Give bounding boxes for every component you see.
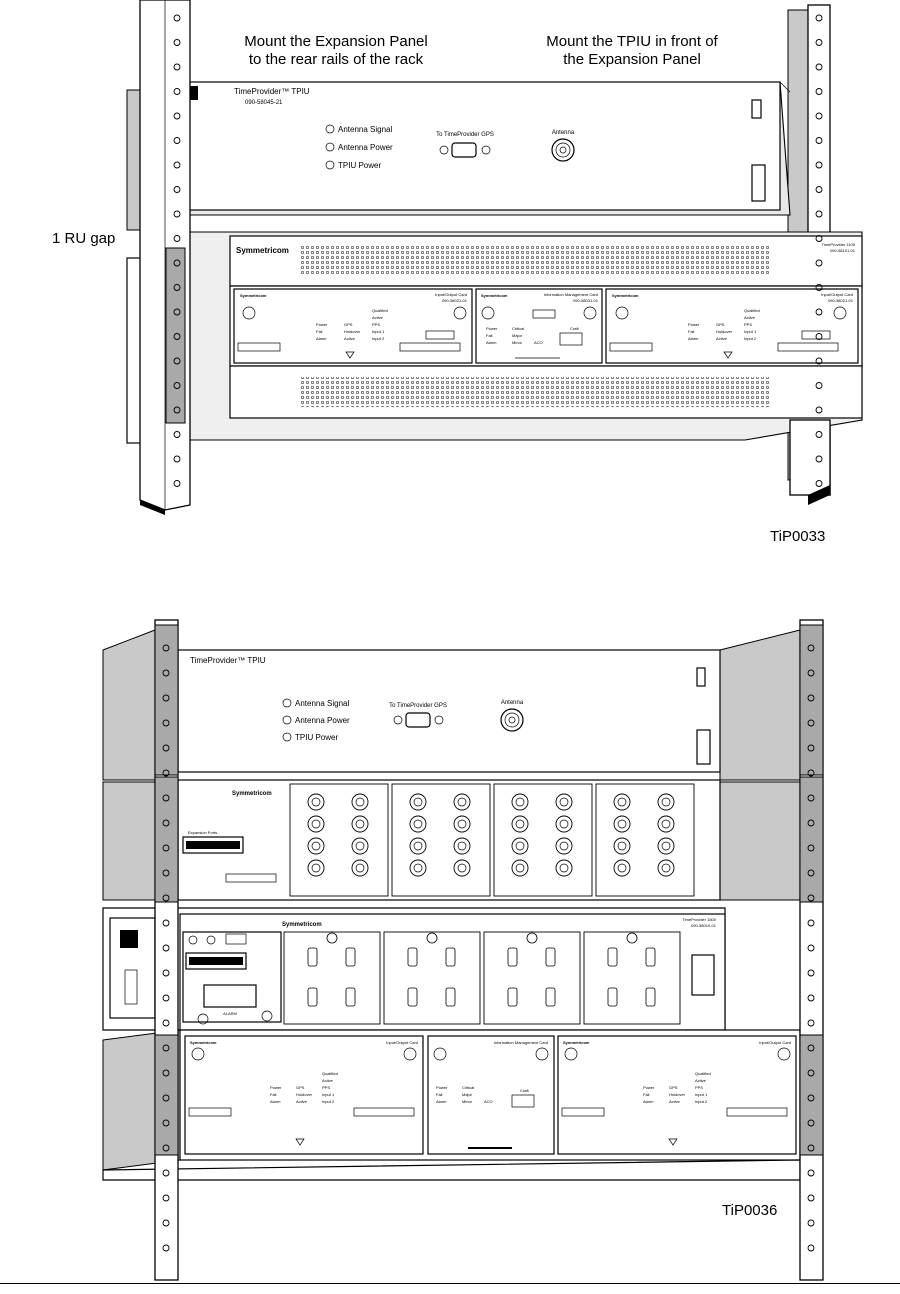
bottom-io-brand-right: Symmetricom [563, 1040, 590, 1045]
svg-text:Power: Power [486, 326, 498, 331]
figure-id-1: TiP0033 [770, 528, 826, 545]
io-card-part-right: 090-58021-01 [828, 298, 853, 303]
bnc-port [454, 838, 470, 854]
svg-text:Major: Major [462, 1092, 473, 1097]
svg-text:Minor: Minor [462, 1099, 473, 1104]
io-card-title-right: Input/Output Card [821, 292, 853, 297]
led-label-antenna-power-2: Antenna Power [295, 716, 350, 725]
svg-text:Input 2: Input 2 [372, 336, 385, 341]
dsub-port [646, 988, 655, 1006]
shelf-part: 090-58101-01 [830, 248, 855, 253]
dsub-port [508, 988, 517, 1006]
figure-id-2: TiP0036 [722, 1202, 778, 1219]
bottom-imc-title: Information Management Card [493, 1040, 548, 1045]
bnc-port [352, 794, 368, 810]
tpiu-title: TimeProvider™ TPIU [234, 87, 310, 96]
output-port-card [284, 932, 380, 1024]
svg-text:Active: Active [372, 315, 383, 320]
dsub-port [408, 988, 417, 1006]
imc-brand: Symmetricom [481, 293, 508, 298]
svg-text:Qualified: Qualified [322, 1071, 338, 1076]
svg-text:Power: Power [643, 1085, 655, 1090]
dsub-port [346, 948, 355, 966]
svg-text:Alarm: Alarm [270, 1099, 281, 1104]
bnc-port [308, 838, 324, 854]
shelf-title: TimeProvider 1100 [821, 242, 855, 247]
bnc-port [556, 860, 572, 876]
dsub-port [346, 988, 355, 1006]
svg-text:PPS: PPS [744, 322, 753, 327]
tp1500-title: TimeProvider 1500 [682, 917, 716, 922]
callout-left-line2: to the rear rails of the rack [248, 51, 424, 68]
svg-text:Fail: Fail [316, 329, 323, 334]
antenna-connector-2 [501, 709, 523, 731]
imc-title: Information Management Card [543, 292, 598, 297]
bnc-port [556, 838, 572, 854]
svg-text:Major: Major [512, 333, 523, 338]
svg-text:Active: Active [744, 315, 755, 320]
io-card-title-left: Input/Output Card [435, 292, 467, 297]
svg-text:Holdover: Holdover [296, 1092, 313, 1097]
callout-left-line1: Mount the Expansion Panel [244, 33, 428, 50]
svg-text:GPS: GPS [669, 1085, 678, 1090]
led-label-tpiu-power-2: TPIU Power [295, 733, 339, 742]
antenna-connector [552, 139, 574, 161]
svg-text:Active: Active [695, 1078, 706, 1083]
svg-text:Fail: Fail [688, 329, 695, 334]
bnc-port [512, 816, 528, 832]
svg-text:Input 1: Input 1 [372, 329, 385, 334]
svg-text:Alarm: Alarm [486, 340, 497, 345]
bnc-port [454, 816, 470, 832]
svg-text:Alarm: Alarm [643, 1099, 654, 1104]
dsub-port [308, 948, 317, 966]
bnc-port [454, 794, 470, 810]
svg-text:Input 2: Input 2 [695, 1099, 708, 1104]
led-label-antenna-power: Antenna Power [338, 143, 393, 152]
svg-text:Critical: Critical [512, 326, 525, 331]
tpiu-part: 090-58045-21 [245, 100, 283, 106]
bnc-port [454, 860, 470, 876]
svg-text:ACO: ACO [534, 340, 543, 345]
shelf-brand: Symmetricom [236, 246, 289, 255]
bnc-port [308, 794, 324, 810]
page-footer-rule [0, 1283, 900, 1284]
svg-text:Alarm: Alarm [436, 1099, 447, 1104]
bnc-port [614, 794, 630, 810]
expansion-port-card [392, 784, 490, 896]
tpiu-title-2: TimeProvider™ TPIU [190, 656, 266, 665]
bnc-port [512, 838, 528, 854]
svg-text:Alarm: Alarm [688, 336, 699, 341]
svg-text:Holdover: Holdover [716, 329, 733, 334]
svg-text:Fail: Fail [270, 1092, 277, 1097]
svg-text:Active: Active [322, 1078, 333, 1083]
gps-connector [452, 143, 476, 157]
gap-label: 1 RU gap [52, 230, 116, 247]
svg-text:PPS: PPS [695, 1085, 704, 1090]
bnc-port [410, 838, 426, 854]
led-label-antenna-signal-2: Antenna Signal [295, 699, 350, 708]
figure-tip0033 [0, 0, 900, 560]
callout-right-line1: Mount the TPIU in front of [546, 33, 718, 50]
dsub-port [408, 948, 417, 966]
bnc-port [352, 860, 368, 876]
bottom-io-brand-left: Symmetricom [190, 1040, 217, 1045]
svg-text:GPS: GPS [716, 322, 725, 327]
expansion-brand: Symmetricom [232, 791, 272, 797]
tpiu-unit-2 [178, 650, 720, 772]
bnc-port [658, 838, 674, 854]
bnc-port [658, 794, 674, 810]
bnc-port [658, 816, 674, 832]
output-port-card [484, 932, 580, 1024]
gps-label: To TimeProvider GPS [436, 132, 494, 138]
svg-text:Qualified: Qualified [744, 308, 760, 313]
svg-text:Active: Active [296, 1099, 307, 1104]
bnc-port [614, 860, 630, 876]
svg-text:Alarm: Alarm [316, 336, 327, 341]
bnc-port [410, 860, 426, 876]
imc-part: 090-58031-01 [573, 298, 598, 303]
front-rail-left [140, 0, 190, 515]
svg-text:Qualified: Qualified [695, 1071, 711, 1076]
bnc-port [352, 838, 368, 854]
svg-text:Input 2: Input 2 [744, 336, 757, 341]
bnc-port [352, 816, 368, 832]
gps-connector-2 [406, 713, 430, 727]
dsub-port [308, 988, 317, 1006]
dsub-port [608, 948, 617, 966]
bnc-port [658, 860, 674, 876]
side-plate-right-top [720, 630, 800, 780]
bottom-imc-craft: Craft [520, 1088, 529, 1093]
svg-text:Holdover: Holdover [669, 1092, 686, 1097]
io-card-part-left: 090-58021-01 [442, 298, 467, 303]
svg-text:ACO: ACO [484, 1099, 493, 1104]
led-label-tpiu-power: TPIU Power [338, 161, 382, 170]
svg-text:Input 1: Input 1 [744, 329, 757, 334]
svg-text:PPS: PPS [372, 322, 381, 327]
output-port-card [384, 932, 480, 1024]
svg-text:Power: Power [436, 1085, 448, 1090]
bottom-io-title-left: Input/Output Card [386, 1040, 418, 1045]
svg-text:Input 1: Input 1 [695, 1092, 708, 1097]
svg-text:Active: Active [344, 336, 355, 341]
expansion-label: Expansion Ports [188, 830, 218, 835]
bnc-port [512, 794, 528, 810]
bnc-port [556, 816, 572, 832]
svg-text:Minor: Minor [512, 340, 523, 345]
svg-text:Critical: Critical [462, 1085, 475, 1090]
output-port-card [584, 932, 680, 1024]
bnc-port [308, 816, 324, 832]
svg-text:GPS: GPS [344, 322, 353, 327]
bnc-port [512, 860, 528, 876]
gps-label-2: To TimeProvider GPS [389, 703, 447, 709]
dsub-port [546, 988, 555, 1006]
svg-text:Input 1: Input 1 [322, 1092, 335, 1097]
dsub-port [446, 988, 455, 1006]
tp1500-brand: Symmetricom [282, 922, 322, 928]
bnc-port [410, 816, 426, 832]
tp1500-part: 090-58010-01 [691, 923, 716, 928]
antenna-label-2: Antenna [500, 700, 524, 706]
expansion-port-card [290, 784, 388, 896]
svg-text:Qualified: Qualified [372, 308, 388, 313]
svg-text:GPS: GPS [296, 1085, 305, 1090]
svg-text:Fail: Fail [436, 1092, 443, 1097]
svg-text:Input 2: Input 2 [322, 1099, 335, 1104]
svg-text:Active: Active [669, 1099, 680, 1104]
led-label-antenna-signal: Antenna Signal [338, 125, 393, 134]
svg-text:Power: Power [688, 322, 700, 327]
bottom-io-title-right: Input/Output Card [759, 1040, 791, 1045]
svg-text:Holdover: Holdover [344, 329, 361, 334]
bottom-shelf [103, 1030, 800, 1180]
bnc-port [614, 838, 630, 854]
bnc-port [614, 816, 630, 832]
tp1500-shelf [103, 908, 725, 1030]
dsub-port [646, 948, 655, 966]
alarm-label: ALARM [223, 1011, 237, 1016]
svg-text:Fail: Fail [643, 1092, 650, 1097]
dsub-port [508, 948, 517, 966]
svg-text:Fail: Fail [486, 333, 493, 338]
dsub-port [446, 948, 455, 966]
expansion-port-card [596, 784, 694, 896]
bnc-port [410, 794, 426, 810]
dsub-port [546, 948, 555, 966]
callout-right-line2: the Expansion Panel [563, 51, 701, 68]
figure-tip0036 [0, 570, 900, 1290]
front-rail-right [790, 420, 830, 505]
expansion-shelf [178, 780, 720, 900]
bnc-port [308, 860, 324, 876]
dsub-port [608, 988, 617, 1006]
svg-text:Active: Active [716, 336, 727, 341]
imc-craft: Craft [570, 326, 579, 331]
svg-text:Power: Power [270, 1085, 282, 1090]
svg-text:PPS: PPS [322, 1085, 331, 1090]
io-card-brand-left: Symmetricom [240, 293, 267, 298]
antenna-label: Antenna [551, 130, 575, 136]
side-plate-left-mid [103, 782, 155, 900]
side-plate-right-mid [720, 782, 800, 900]
bnc-port [556, 794, 572, 810]
side-plate-left-top [103, 630, 155, 780]
svg-text:Power: Power [316, 322, 328, 327]
expansion-port-card [494, 784, 592, 896]
io-card-brand-right: Symmetricom [612, 293, 639, 298]
